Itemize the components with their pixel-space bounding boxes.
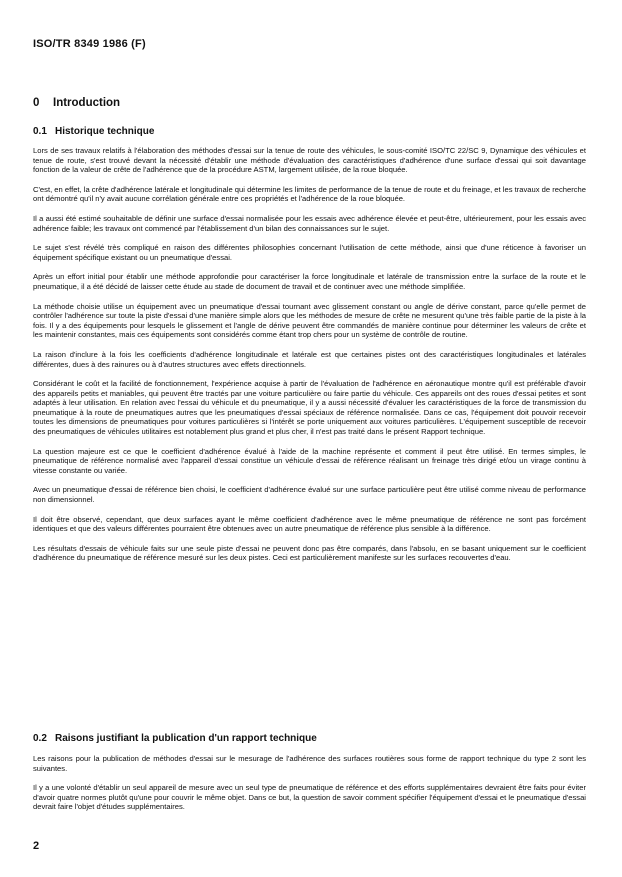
- paragraph: Avec un pneumatique d'essai de référence bien choisi, le coefficient d'adhérence évalué sur une surface particulière peut être utilisé comme niveau de performance non dimensionnel.: [33, 485, 586, 505]
- paragraph: La raison d'inclure à la fois les coefficients d'adhérence longitudinale et latérale est que certaines pistes ont des caractéristiques longitudinales et latérales différentes, dues à des rainures ou à d'autres structures avec effets directionnels.: [33, 349, 586, 369]
- paragraph: Après un effort initial pour établir une méthode approfondie pour caractériser la force longitudinale et latérale de transmission entre la surface de la route et le pneumatique, il a été décidé de laisser cette étude au stade de document de travail et de continuer avec une méthode simplifiée.: [33, 272, 586, 291]
- paragraph: La méthode choisie utilise un équipement avec un pneumatique d'essai tournant avec glissement constant ou angle de dérive constant, parce qu'elle permet de contrôler l'adhérence sur toute la piste d'essai d'une manière simple alors que les méthodes de mesure de crête ne mesurent qu'une très faible partie de la piste à la fois. Il y a des équipements pour lesquels le glissement et l'angle de dérive peuvent être commandés de manière continue pour déterminer les valeurs de crête et les maintenir constantes, mais ces équipements sont considérés comme étant trop chers pour un système de contrôle de routine.: [33, 301, 586, 340]
- paragraph: Les résultats d'essais de véhicule faits sur une seule piste d'essai ne peuvent donc pas être comparés, dans l'absolu, en se basant uniquement sur le coefficient d'adhérence du pneumatique de référence mesuré sur les deux pistes. Ceci est particulièrement manifeste sur les surfaces recouvertes d'eau.: [33, 543, 586, 563]
- paragraph: Les raisons pour la publication de méthodes d'essai sur le mesurage de l'adhérence des surfaces routières sous forme de rapport technique du type 2 sont les suivantes.: [33, 754, 586, 773]
- section-number: 0: [33, 97, 40, 109]
- section-title: Raisons justifiant la publication d'un rapport technique: [55, 733, 317, 744]
- section-number: 0.1: [33, 126, 47, 137]
- page-number: 2: [33, 840, 40, 852]
- section-title: Introduction: [53, 97, 121, 109]
- section-number: 0.2: [33, 733, 47, 744]
- paragraph: La question majeure est ce que le coefficient d'adhérence évalué à l'aide de la machine représente et comment il peut être utilisé. En termes simples, le pneumatique de référence normalisé avec l'appareil d'essai constitue un véhicule d'essai de référence réalisant un freinage très dirigé et/ou un virage continu à vitesse constante ou variée.: [33, 446, 586, 475]
- document-identifier: ISO/TR 8349 1986 (F): [33, 38, 146, 50]
- paragraph: C'est, en effet, la crête d'adhérence latérale et longitudinale qui détermine les limites de performance de la tenue de route et du freinage, et les travaux de recherche ont démontré qu'il n'y avait aucune corrélation générale entre ces propriétés et l'adhérence de la roue bloquée.: [33, 184, 586, 204]
- paragraph: Il y a une volonté d'établir un seul appareil de mesure avec un seul type de pneumatique de référence et des efforts supplémentaires devraient être faits pour éviter d'avoir quatre normes plutôt qu'une pour couvrir le même objet. Dans ce but, la question de savoir comment spécifier l'équipement d'essai et le pneumatique d'essai devrait faire l'objet d'études supplémentaires.: [33, 783, 586, 812]
- paragraph: Considérant le coût et la facilité de fonctionnement, l'expérience acquise à partir de l'évaluation de l'adhérence en aéronautique montre qu'il est préférable d'avoir des appareils petits et maniables, qui peuvent être tractés par une voiture particulière ou faire partie du véhicule. Ces appareils ont des roues d'essai petites et sont adaptés à leur utilisation. En relation avec l'essai du véhicule et du pneumatique, il y a aussi nécessité d'évaluer les caractéristiques de la force de transmission du pneumatique à la route de pneumatiques autres que les pneumatiques d'essai spéciaux de référence normalisée. Dans ce cas, l'équipement doit pouvoir recevoir toutes les dimensions de pneumatiques pour voitures particulières si l'intérêt se porte uniquement aux voitures particulières. L'équipement susceptible de recevoir des pneumatiques de véhicules utilitaires est notablement plus grand et plus cher, il n'est pas traité dans le présent Rapport technique.: [33, 379, 586, 437]
- section-title: Historique technique: [55, 126, 155, 137]
- paragraph: Il a aussi été estimé souhaitable de définir une surface d'essai normalisée pour les essais avec adhérence élevée et peut-être, ultérieurement, pour les essais avec adhérence faible; les travaux ont commencé par l'établissement d'un bilan des connaissances sur le sujet.: [33, 213, 586, 233]
- paragraph: Le sujet s'est révélé très compliqué en raison des différentes philosophies concernant l'utilisation de cette méthode, ainsi que d'une réticence à favoriser un équipement spécifique existant ou un pneumatique d'essai.: [33, 243, 586, 262]
- section-heading-introduction: [33, 97, 120, 109]
- paragraph: Il doit être observé, cependant, que deux surfaces ayant le même coefficient d'adhérence avec le même pneumatique de référence ne sont pas forcément identiques et que des valeurs différentes pourraient être obtenues avec un autre pneumatique de référence plus sensible à la différence.: [33, 514, 586, 534]
- section-body-raisons: [33, 754, 586, 822]
- paragraph: Lors de ses travaux relatifs à l'élaboration des méthodes d'essai sur la tenue de route des véhicules, le sous-comité ISO/TC 22/SC 9, Dynamique des véhicules et tenue de route, s'est trouvé devant la nécessité d'établir une méthode d'évaluation des caractéristiques d'adhérence d'une surface d'essai qui soit davantage fonction de la valeur de crête de l'adhérence que de la procédure ASTM, largement utilisée, de la roue bloquée.: [33, 146, 586, 175]
- section-body-historique: [33, 146, 586, 573]
- section-heading-raisons: [33, 733, 317, 744]
- section-heading-historique: [33, 126, 154, 137]
